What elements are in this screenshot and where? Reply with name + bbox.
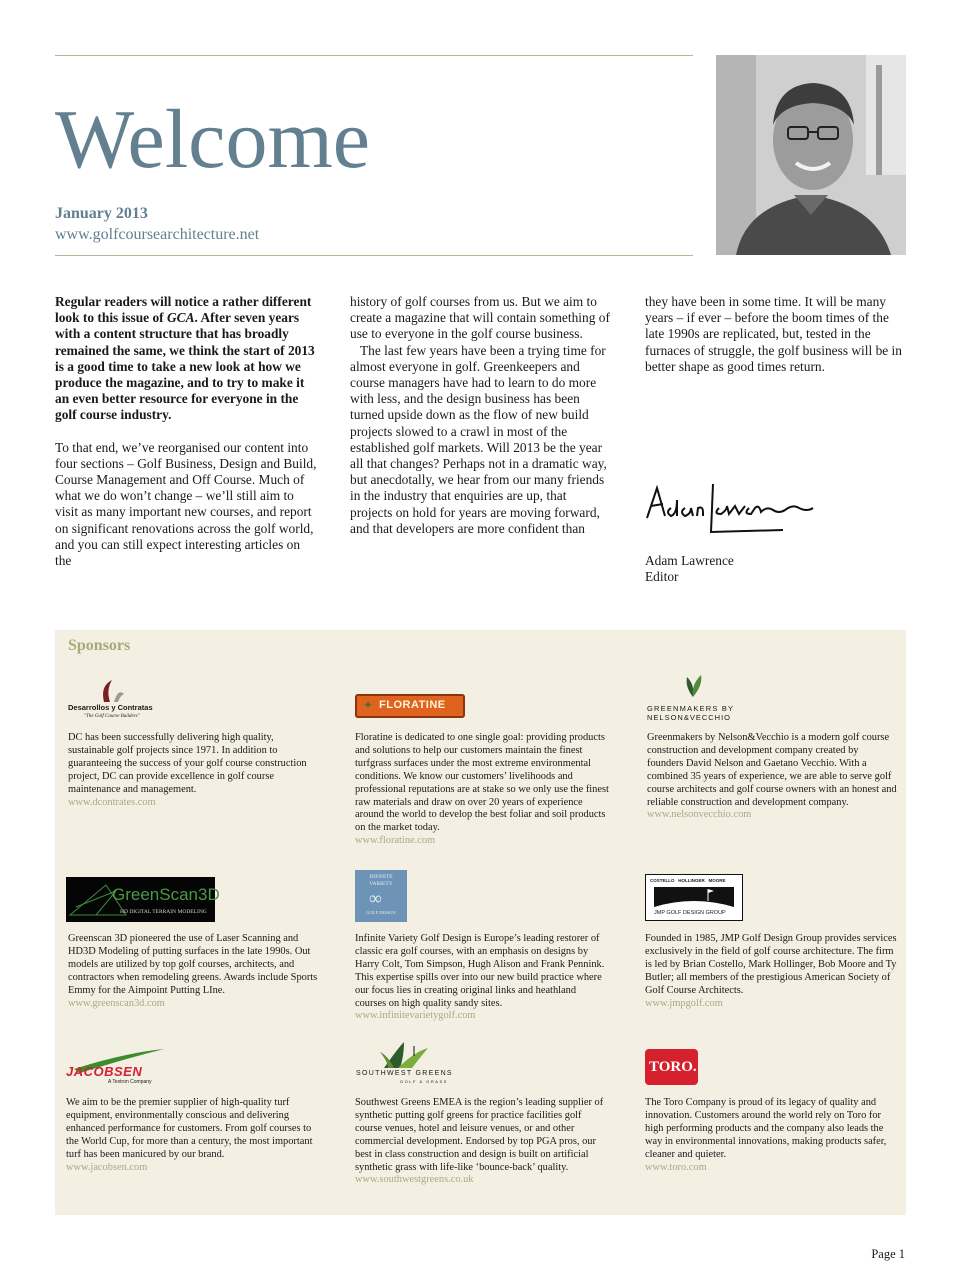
jmp-logo[interactable] [645, 874, 743, 921]
sponsor-link[interactable]: www.infinitevarietygolf.com [355, 1010, 476, 1022]
top-rule [55, 55, 693, 56]
sponsor-greenscan3d [68, 933, 322, 1010]
jmp-logo-text2: JMP GOLF DESIGN GROUP [654, 910, 726, 916]
body-paragraph: To that end, we’ve reorganised our content into four sections – Golf Business, Design and Build, Course Management and Off Course. Much of what we do won’t change – we’ll still aim to visit as many important new courses, and report on significant renovations across the golf world, and you can still expect interesting articles on the [55, 439, 317, 569]
body-paragraph: The last few years have been a trying time for almost everyone in golf. Greenkeepers and course managers have had to learn to do more with less, and the design business has been turned upside down as the flow of new build projects slowed to a crawl in most of the established golf markets. Will 2013 be the year all that changes? Perhaps not in a dramatic way, but anecdotally, we hear from our many friends in the industry that enquiries are up, that projects on hold for years are moving forward, and that developers are more confident than [350, 342, 607, 536]
editor-photo [716, 55, 906, 255]
sponsor-link[interactable]: www.southwestgreens.co.uk [355, 1174, 474, 1186]
greenmakers-logo[interactable] [645, 671, 755, 723]
dc-logo-text: Desarrollos y Contratas [68, 703, 153, 712]
lead-paragraph [55, 294, 317, 424]
infinite-variety-logo[interactable] [355, 870, 407, 922]
sponsor-dc [68, 732, 314, 809]
sponsor-floratine [355, 732, 609, 848]
toro-logo[interactable] [645, 1049, 698, 1085]
sponsor-greenmakers [647, 732, 897, 822]
editor-signature [643, 478, 823, 543]
infinite-variety-logo-tagline: GOLF DESIGN [366, 910, 396, 915]
lead-text-end: . After seven years with a content structure that has broadly remained the same, we think the start of 2013 is a good time to take a new look at how we produce the magazine, and to try to make it an even better resource for everyone in the golf course industry. [55, 310, 315, 423]
sponsor-description: The Toro Company is proud of its legacy of quality and innovation. Customers around the world rely on Toro for high performing products and the company also leads the way in environmental innovations, making products safer, cleaner and quieter. [645, 1097, 887, 1160]
toro-logo-text: TORO. [649, 1059, 697, 1075]
sponsor-description: Greenmakers by Nelson&Vecchio is a modern golf course construction and development company created by founders David Nelson and Gaetano Vecchio. With a combined 35 years of experience, we are able to serve golf course architects and golf course owners with an honest and reliable construction and development company. [647, 732, 897, 808]
author-role: Editor [645, 569, 679, 585]
body-paragraph: history of golf courses from us. But we aim to create a magazine that will contain something of use to everyone in the golf course business. [350, 294, 610, 342]
jacobsen-logo-text: JACOBSEN [66, 1064, 143, 1079]
sponsors-title: Sponsors [68, 637, 131, 654]
infinite-variety-logo-text: INFINITE VARIETY [369, 874, 393, 887]
greenmakers-logo-text: GREENMAKERS BY [647, 704, 735, 713]
editorial-column-1 [55, 294, 317, 569]
sponsor-link[interactable]: www.jmpgolf.com [645, 997, 723, 1009]
dc-logo-tagline: "The Golf Course Builders" [84, 714, 140, 719]
floratine-logo[interactable] [355, 694, 465, 718]
infinity-icon: ∞ [369, 888, 382, 908]
sponsor-description: DC has been successfully delivering high quality, sustainable golf projects since 1971. In addition to guaranteeing the success of your golf course construction project, DC can provide excellence in golf course maintenance and management. [68, 732, 307, 795]
sponsor-infinite-variety [355, 933, 609, 1023]
floratine-logo-text: FLORATINE [379, 699, 446, 711]
southwest-greens-logo-tagline: GOLF & GRASS [400, 1079, 448, 1084]
sponsor-description: Floratine is dedicated to one single goal: providing products and solutions to help our customers maintain the finest turfgrass surfaces under the most extreme environmental conditions. We know our customers’ livelihoods and professional reputations are at stake so we only use the finest raw materials and draw on over 20 years of experience around the world to develop the best foliar and soil products on the market today. [355, 732, 609, 834]
sponsor-jacobsen [66, 1097, 320, 1174]
editorial-column-3 [645, 294, 907, 375]
author-name: Adam Lawrence [645, 553, 734, 568]
southwest-greens-logo[interactable] [354, 1040, 466, 1086]
greenscan3d-logo-text: GreenScan3D [112, 885, 220, 904]
sponsor-description: Founded in 1985, JMP Golf Design Group provides services exclusively in the field of golf course architecture. The firm is led by Brian Costello, Mark Hollinger, Bob Moore and Ty Butler; all members of the prestigious American Society of Golf Course Architects. [645, 933, 897, 996]
sponsor-description: Infinite Variety Golf Design is Europe’s leading restorer of classic era golf courses, with an emphasis on designs by Harry Colt, Tom Simpson, Hugh Alison and Frank Pennink. This expertise spills over into our new build practice where our focus lies in creating original links and heathland courses on high quality sandy sites. [355, 933, 605, 1009]
dc-logo[interactable] [66, 676, 161, 724]
greenscan3d-logo[interactable] [66, 877, 220, 922]
sponsor-link[interactable]: www.toro.com [645, 1161, 707, 1173]
sponsor-link[interactable]: www.dcontrates.com [68, 796, 156, 808]
sponsor-description: Greenscan 3D pioneered the use of Laser Scanning and HD3D Modeling of putting surfaces in the late 1990s. Out models are utilized by top golf courses, architects, and contractors when remodeling greens. Awards include Sports Emmy for the Aimpoint Putting LIne. [68, 933, 318, 996]
editorial-column-2 [350, 294, 612, 537]
greenscan3d-logo-tagline: HD DIGITAL TERRAIN MODELING [120, 909, 207, 915]
sponsor-jmp [645, 933, 899, 1010]
sponsor-description: We aim to be the premier supplier of high-quality turf equipment, environmentally conscious and delivering enhanced performance for customers. From golf courses to the World Cup, for more than a century, the most important turf has been manicured by our brand. [66, 1097, 313, 1160]
sponsor-link[interactable]: www.jacobsen.com [66, 1161, 148, 1173]
issue-date: January 2013 [55, 205, 148, 222]
jacobsen-logo[interactable] [64, 1047, 168, 1087]
jmp-logo-text: COSTELLO HOLLINGER MOORE [650, 878, 726, 883]
jacobsen-logo-tagline: A Textron Company [108, 1079, 152, 1085]
sponsor-description: Southwest Greens EMEA is the region’s leading supplier of synthetic putting golf greens for practice facilities golf course venues, hotel and leisure venues, or and other commercial development. Endorsed by top PGA pros, our best in class construction and design is built on artificial synthetic grass with life-like ‘bounce-back’ quality. [355, 1097, 604, 1173]
sponsor-toro [645, 1097, 901, 1174]
lead-text-italic: GCA [166, 310, 195, 326]
header-bottom-rule [55, 255, 693, 256]
sponsor-link[interactable]: www.greenscan3d.com [68, 997, 165, 1009]
sponsor-southwest-greens [355, 1097, 611, 1187]
body-paragraph: they have been in some time. It will be many years – if ever – before the boom times of the late 1990s are replicated, but, tested in the furnaces of struggle, the golf business will be in better shape as good times return. [645, 294, 902, 374]
lead-text-start: Regular readers will notice a rather different look to this issue of [55, 294, 312, 326]
site-url[interactable]: www.golfcoursearchitecture.net [55, 226, 260, 243]
greenmakers-logo-text2: NELSON&VECCHIO [647, 713, 732, 722]
page-number: Page 1 [871, 1247, 905, 1261]
sponsor-link[interactable]: www.floratine.com [355, 835, 436, 847]
leaf-icon: ✦ [363, 698, 374, 712]
sponsor-link[interactable]: www.nelsonvecchio.com [647, 809, 752, 821]
southwest-greens-logo-text: SOUTHWEST GREENS [356, 1070, 453, 1077]
author-signoff [645, 553, 734, 585]
page-title: Welcome [55, 93, 371, 186]
